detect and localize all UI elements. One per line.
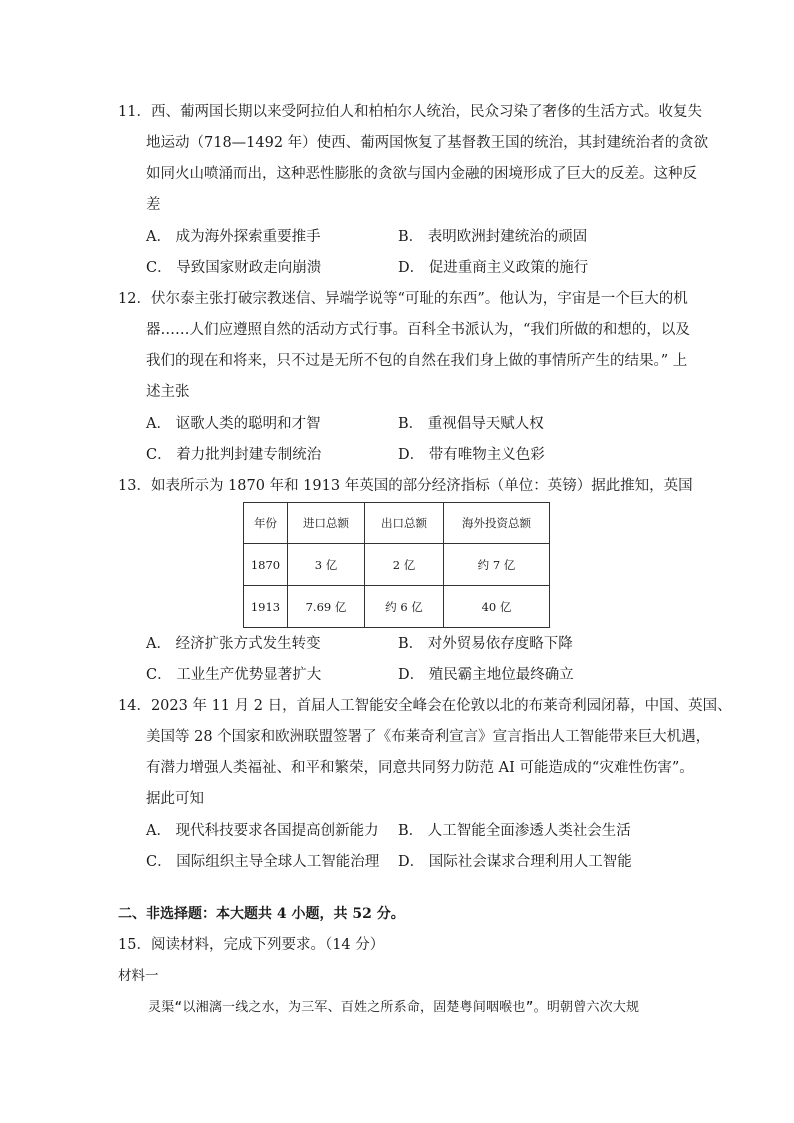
question-14-options — [146, 816, 686, 878]
question-14-line-2: 美国等 28 个国家和欧洲联盟签署了《布莱奇利宣言》宣言指出人工智能带来巨大机遇， — [146, 729, 711, 745]
question-14-line-4: 据此可知 — [146, 791, 204, 807]
question-11-line-2: 地运动（718—1492 年）使西、葡两国恢复了基督教王国的统治，其封建统治者的贪欲 — [146, 135, 709, 151]
table-header: 年份 — [244, 503, 288, 544]
option-a: A． 经济扩张方式发生转变 — [146, 636, 321, 652]
option-b: B． 表明欧洲封建统治的顽固 — [398, 229, 588, 245]
option-a: A． 成为海外探索重要推手 — [146, 229, 321, 245]
question-12-line-1: 12．伏尔泰主张打破宗教迷信、异端学说等“可耻的东西”。他认为，宇宙是一个巨大的机 — [118, 291, 688, 307]
table-cell: 约 6 亿 — [365, 586, 444, 628]
question-13-options — [146, 629, 686, 691]
question-15-prompt: 15．阅读材料，完成下列要求。（14 分） — [118, 937, 385, 953]
option-c: C． 导致国家财政走向崩溃 — [146, 260, 322, 276]
table-header: 出口总额 — [365, 503, 444, 544]
question-14-line-1: 14．2023 年 11 月 2 日，首届人工智能安全峰会在伦敦以北的布莱奇利园闭幕，中国、英国、 — [118, 698, 732, 714]
option-d: D． 国际社会谋求合理利用人工智能 — [398, 854, 632, 870]
table-header-row — [244, 503, 550, 544]
table-cell: 2 亿 — [365, 544, 444, 586]
table-row — [244, 544, 550, 586]
option-d: D． 带有唯物主义色彩 — [398, 447, 545, 463]
option-c: C． 着力批判封建专制统治 — [146, 447, 322, 463]
economic-indicators-table — [243, 502, 550, 628]
option-c: C． 国际组织主导全球人工智能治理 — [146, 854, 380, 870]
option-d: D． 殖民霸主地位最终确立 — [398, 667, 574, 683]
option-b: B． 重视倡导天赋人权 — [398, 416, 544, 432]
table-cell: 1870 — [244, 544, 288, 586]
table-cell: 3 亿 — [288, 544, 365, 586]
question-11 — [118, 97, 709, 221]
question-11-line-4: 差 — [146, 197, 161, 213]
option-b: B． 对外贸易依存度略下降 — [398, 636, 573, 652]
question-12 — [118, 284, 690, 408]
table-cell: 7.69 亿 — [288, 586, 365, 628]
question-12-line-4: 述主张 — [146, 384, 190, 400]
option-d: D． 促进重商主义政策的施行 — [398, 260, 589, 276]
table-cell: 1913 — [244, 586, 288, 628]
question-13 — [118, 471, 693, 502]
question-11-options — [146, 222, 686, 284]
option-b: B． 人工智能全面渗透人类社会生活 — [398, 823, 631, 839]
option-c: C． 工业生产优势显著扩大 — [146, 667, 322, 683]
table-cell: 40 亿 — [444, 586, 550, 628]
table-header: 海外投资总额 — [444, 503, 550, 544]
table-row — [244, 586, 550, 628]
question-11-line-1: 11．西、葡两国长期以来受阿拉伯人和柏柏尔人统治，民众习染了奢侈的生活方式。收复失 — [118, 104, 702, 120]
option-a: A． 讴歌人类的聪明和才智 — [146, 416, 321, 432]
question-14 — [118, 691, 732, 815]
question-14-line-3: 有潜力增强人类福祉、和平和繁荣，同意共同努力防范 AI 可能造成的“灾难性伤害”。 — [146, 760, 694, 776]
question-12-line-2: 器……人们应遵照自然的活动方式行事。百科全书派认为，“我们所做的和想的，以及 — [146, 322, 690, 338]
table-cell: 约 7 亿 — [444, 544, 550, 586]
material-text: 灵渠“以湘漓一线之水，为三军、百姓之所系命，固楚粤间咽喉也”。明朝曾六次大规 — [148, 1000, 640, 1015]
question-13-line-1: 13．如表所示为 1870 年和 1913 年英国的部分经济指标（单位：英镑）据此推知，英国 — [118, 478, 693, 494]
question-11-line-3: 如同火山喷涌而出，这种恶性膨胀的贪欲与国内金融的困境形成了巨大的反差。这种反 — [146, 166, 697, 182]
option-a: A． 现代科技要求各国提高创新能力 — [146, 823, 379, 839]
material-label: 材料一 — [118, 968, 159, 984]
question-12-line-3: 我们的现在和将来，只不过是无所不包的自然在我们身上做的事情所产生的结果。” 上 — [146, 353, 688, 369]
section-heading: 二、非选择题：本大题共 4 小题，共 52 分。 — [118, 906, 405, 922]
question-12-options — [146, 409, 686, 471]
table-header: 进口总额 — [288, 503, 365, 544]
